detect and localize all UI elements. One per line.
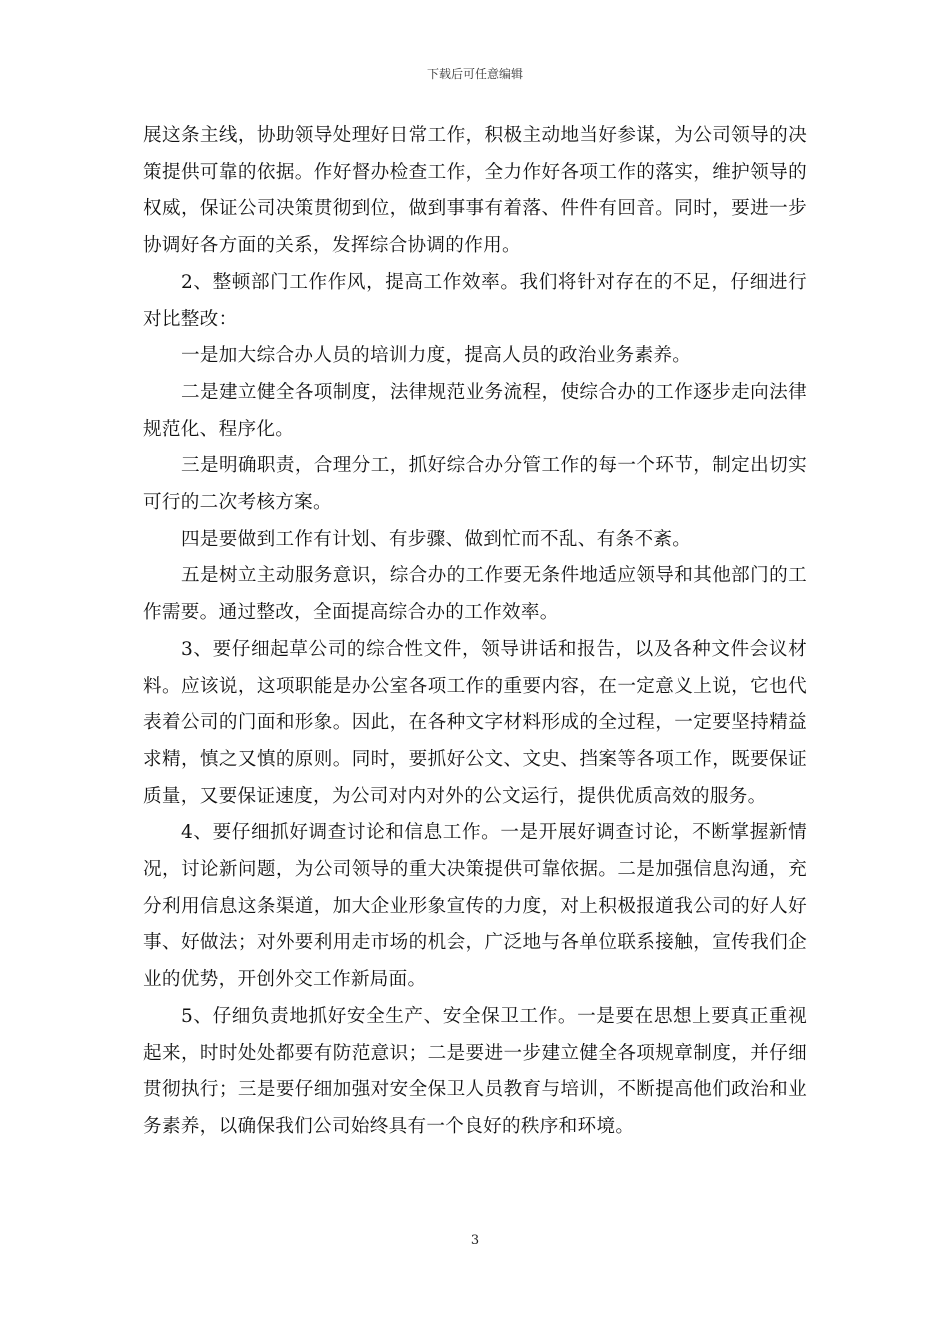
paragraph-item-3: 3、要仔细起草公司的综合性文件，领导讲话和报告，以及各种文件会议材料。应该说，这项职能是办公室各项工作的重要内容，在一定意义上说，它也代表着公司的门面和形象。因此，在各种文字材料形成的全过程，一定要坚持精益求精，慎之又慎的原则。同时，要抓好公文、文史、挡案等各项工作，既要保证质量，又要保证速度，为公司对内对外的公文运行，提供优质高效的服务。 bbox=[143, 638, 807, 807]
paragraph-sub-4: 四是要做到工作有计划、有步骤、做到忙而不乱、有条不紊。 bbox=[181, 528, 692, 550]
paragraph-item-2: 2、整顿部门工作作风，提高工作效率。我们将针对存在的不足，仔细进行对比整改： bbox=[143, 271, 807, 330]
paragraph-item-5: 5、仔细负责地抓好安全生产、安全保卫工作。一是要在思想上要真正重视起来，时时处处都要有防范意识；二是要进一步建立健全各项规章制度，并仔细贯彻执行；三是要仔细加强对安全保卫人员教育与培训，不断提高他们政治和业务素养，以确保我们公司始终具有一个良好的秩序和环境。 bbox=[143, 1005, 807, 1137]
paragraph-sub-5: 五是树立主动服务意识，综合办的工作要无条件地适应领导和其他部门的工作需要。通过整改，全面提高综合办的工作效率。 bbox=[143, 565, 807, 624]
paragraph-sub-2: 二是建立健全各项制度，法律规范业务流程，使综合办的工作逐步走向法律规范化、程序化。 bbox=[143, 381, 807, 440]
paragraph-sub-3: 三是明确职责，合理分工，抓好综合办分管工作的每一个环节，制定出切实可行的二次考核方案。 bbox=[143, 455, 807, 514]
paragraph-item-4: 4、要仔细抓好调查讨论和信息工作。一是开展好调查讨论，不断掌握新情况，讨论新问题，为公司领导的重大决策提供可靠依据。二是加强信息沟通，充分利用信息这条渠道，加大企业形象宣传的力度，对上积极报道我公司的好人好事、好做法；对外要利用走市场的机会，广泛地与各单位联系接触，宣传我们企业的优势，开创外交工作新局面。 bbox=[143, 822, 807, 991]
paragraph-continuation: 展这条主线，协助领导处理好日常工作，积极主动地当好参谋，为公司领导的决策提供可靠的依据。作好督办检查工作，全力作好各项工作的落实，维护领导的权威，保证公司决策贯彻到位，做到事事有着落、件件有回音。同时，要进一步协调好各方面的关系，发挥综合协调的作用。 bbox=[143, 125, 807, 257]
page-number: 3 bbox=[470, 1233, 480, 1248]
page-header: 下载后可任意编辑 bbox=[426, 67, 523, 81]
paragraph-sub-1: 一是加大综合办人员的培训力度，提高人员的政治业务素养。 bbox=[181, 345, 692, 367]
document-body bbox=[143, 118, 807, 1146]
